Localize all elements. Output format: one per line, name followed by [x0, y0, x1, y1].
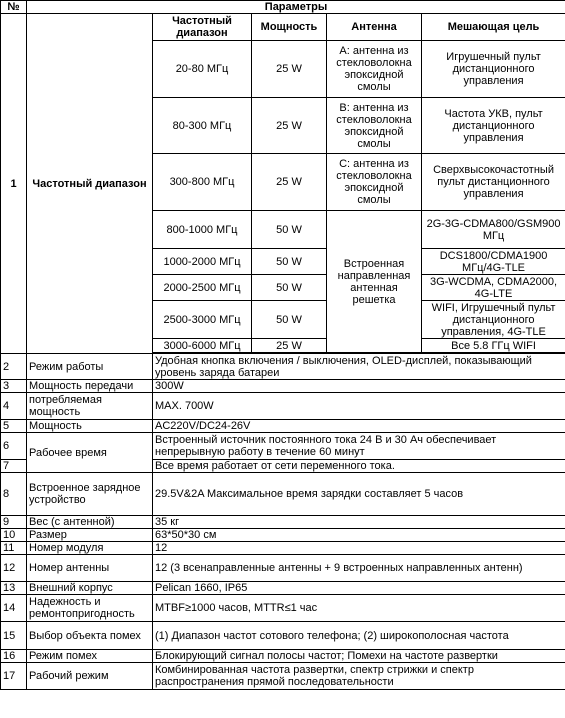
param-value: Pelican 1660, IP65	[153, 582, 565, 595]
freq-band: 80-300 МГц	[153, 98, 252, 154]
row-number: 14	[1, 595, 27, 622]
param-value: MAX. 700W	[153, 393, 565, 420]
param-label: Мощность	[27, 420, 153, 433]
freq-subheader-row	[1, 14, 565, 41]
freq-target: 2G-3G-CDMA800/GSM900 МГц	[422, 211, 565, 249]
param-label: Размер	[27, 529, 153, 542]
row-number: 10	[1, 529, 27, 542]
row-number: 17	[1, 663, 27, 690]
col-power-header: Мощность	[252, 14, 327, 41]
table-header-row	[1, 1, 565, 14]
param-row	[1, 380, 565, 393]
param-label: потребляемая мощность	[27, 393, 153, 420]
freq-band: 20-80 МГц	[153, 41, 252, 98]
freq-power: 25 W	[252, 339, 327, 353]
param-label: Выбор объекта помех	[27, 622, 153, 650]
param-value: 29.5V&2A Максимальное время зарядки составляет 5 часов	[153, 473, 565, 516]
param-label: Рабочий режим	[27, 663, 153, 690]
freq-target: Частота УКВ, пульт дистанционного управления	[422, 98, 565, 154]
freq-power: 50 W	[252, 211, 327, 249]
param-value: MTBF≥1000 часов, MTTR≤1 час	[153, 595, 565, 622]
param-value: 63*50*30 см	[153, 529, 565, 542]
param-value: 300W	[153, 380, 565, 393]
row-number: 15	[1, 622, 27, 650]
row-number: 13	[1, 582, 27, 595]
param-value: (1) Диапазон частот сотового телефона; (2) широкополосная частота	[153, 622, 565, 650]
freq-target: WIFI, Игрушечный пульт дистанционного управления, 4G-TLE	[422, 301, 565, 339]
col-band-header: Частотный диапазон	[153, 14, 252, 41]
param-value: 12	[153, 542, 565, 555]
freq-band: 2000-2500 МГц	[153, 275, 252, 301]
param-label: Встроенное зарядное устройство	[27, 473, 153, 516]
freq-target: Игрушечный пульт дистанционного управления	[422, 41, 565, 98]
param-label: Номер антенны	[27, 555, 153, 582]
param-value: AC220V/DC24-26V	[153, 420, 565, 433]
param-value: 35 кг	[153, 516, 565, 529]
param-value: Блокирующий сигнал полосы частот; Помехи на частоте развертки	[153, 650, 565, 663]
param-label: Мощность передачи	[27, 380, 153, 393]
freq-target: DCS1800/CDMA1900 МГц/4G-TLE	[422, 249, 565, 275]
freq-power: 50 W	[252, 249, 327, 275]
param-row	[1, 582, 565, 595]
param-row	[1, 542, 565, 555]
row-number: 7	[1, 460, 27, 473]
row-number: 6	[1, 433, 27, 460]
row-number: 8	[1, 473, 27, 516]
row-number: 3	[1, 380, 27, 393]
freq-antenna: Встроенная направленная антенная решетка	[327, 211, 422, 353]
freq-target: Сверхвысокочастотный пульт дистанционного управления	[422, 154, 565, 211]
param-label: Внешний корпус	[27, 582, 153, 595]
param-value: Удобная кнопка включения / выключения, OLED-дисплей, показывающий уровень заряда батареи	[153, 354, 565, 380]
param-row	[1, 433, 565, 460]
param-row	[1, 473, 565, 516]
param-row	[1, 516, 565, 529]
header-number: №	[1, 1, 27, 14]
freq-antenna: A: антенна из стекловолокна эпоксидной смолы	[327, 41, 422, 98]
row-number: 16	[1, 650, 27, 663]
freq-antenna: B: антенна из стекловолокна эпоксидной смолы	[327, 98, 422, 154]
param-label: Надежность и ремонтопригодность	[27, 595, 153, 622]
freq-target: Все 5.8 ГГц WIFI	[422, 339, 565, 353]
param-row	[1, 622, 565, 650]
row-number: 2	[1, 354, 27, 380]
row-number: 11	[1, 542, 27, 555]
col-antenna-header: Антенна	[327, 14, 422, 41]
freq-band: 1000-2000 МГц	[153, 249, 252, 275]
freq-target: 3G-WCDMA, CDMA2000, 4G-LTE	[422, 275, 565, 301]
freq-power: 25 W	[252, 154, 327, 211]
col-target-header: Мешающая цель	[422, 14, 565, 41]
freq-band: 300-800 МГц	[153, 154, 252, 211]
freq-band: 2500-3000 МГц	[153, 301, 252, 339]
param-row	[1, 420, 565, 433]
freq-band: 3000-6000 МГц	[153, 339, 252, 353]
freq-power: 25 W	[252, 41, 327, 98]
param-row	[1, 595, 565, 622]
param-label: Номер модуля	[27, 542, 153, 555]
param-label: Рабочее время	[27, 433, 153, 473]
param-row	[1, 529, 565, 542]
param-value: Комбинированная частота развертки, спектр стрижки и спектр распространения прямой последовательности	[153, 663, 565, 690]
freq-band: 800-1000 МГц	[153, 211, 252, 249]
param-label: Режим помех	[27, 650, 153, 663]
param-label: Режим работы	[27, 354, 153, 380]
row-number: 1	[1, 14, 27, 354]
param-row	[1, 393, 565, 420]
param-row	[1, 663, 565, 690]
param-label: Частотный диапазон	[27, 14, 153, 354]
param-label: Вес (с антенной)	[27, 516, 153, 529]
param-row	[1, 650, 565, 663]
param-row	[1, 354, 565, 380]
freq-power: 25 W	[252, 98, 327, 154]
header-parameters: Параметры	[27, 1, 565, 14]
row-number: 4	[1, 393, 27, 420]
freq-power: 50 W	[252, 301, 327, 339]
param-value: 12 (3 всенаправленные антенны + 9 встроенных направленных антенн)	[153, 555, 565, 582]
freq-power: 50 W	[252, 275, 327, 301]
param-row	[1, 555, 565, 582]
row-number: 12	[1, 555, 27, 582]
row-number: 9	[1, 516, 27, 529]
param-value: Встроенный источник постоянного тока 24 В и 30 Ач обеспечивает непрерывную работу в течение 60 минут	[153, 433, 565, 460]
param-value: Все время работает от сети переменного тока.	[153, 460, 565, 473]
row-number: 5	[1, 420, 27, 433]
freq-antenna: C: антенна из стекловолокна эпоксидной смолы	[327, 154, 422, 211]
